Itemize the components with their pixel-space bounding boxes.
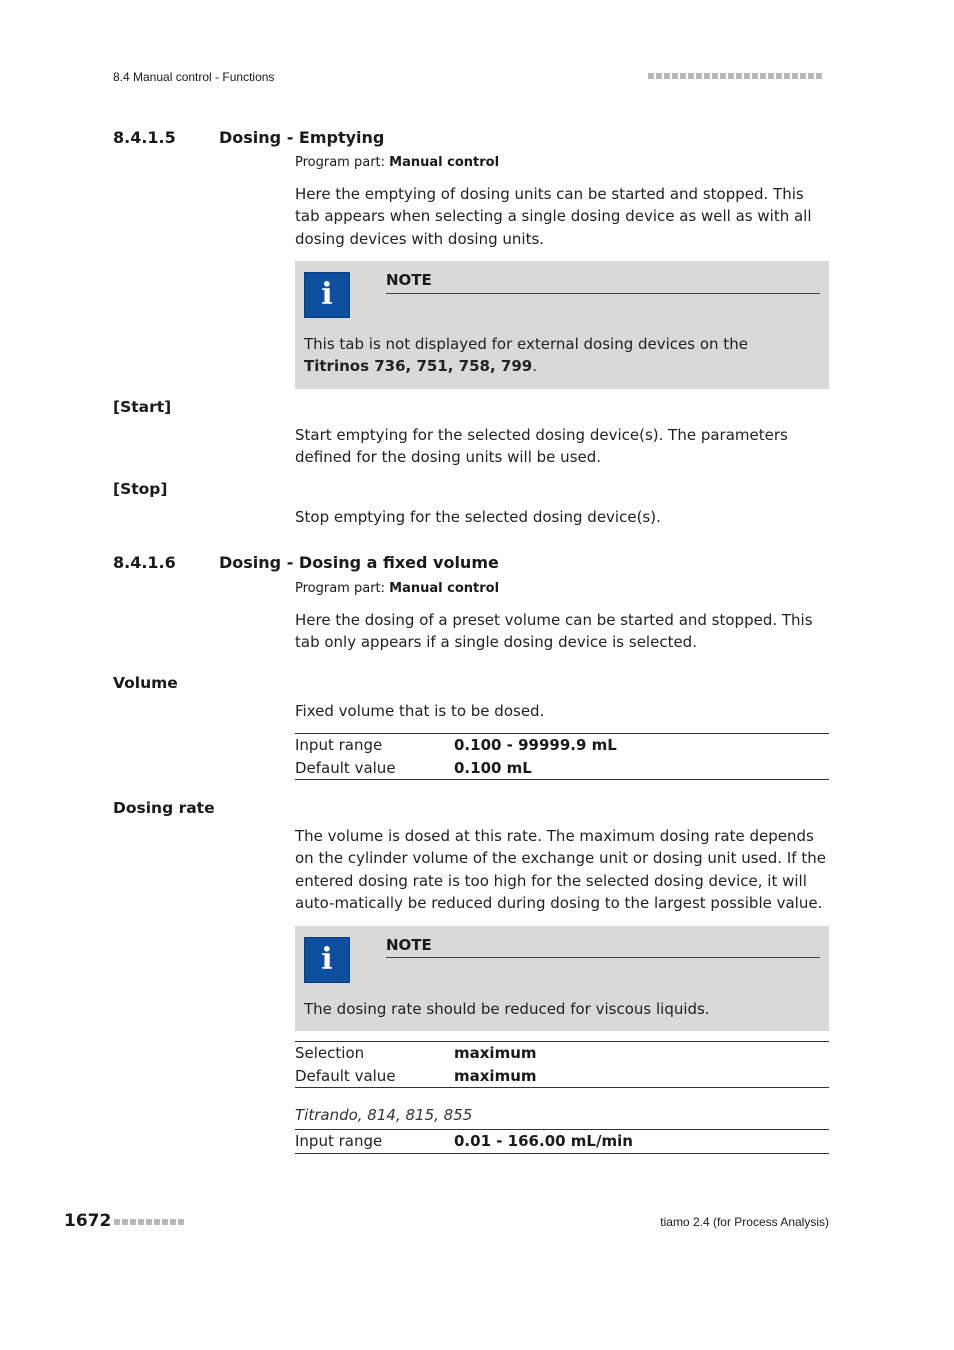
start-label: [Start]: [113, 398, 172, 416]
volume-parameter-table: [295, 733, 829, 780]
program-part-label: Program part:: [295, 155, 386, 170]
section-title: Dosing - Dosing a fixed volume: [219, 553, 499, 572]
table-row: [295, 1130, 829, 1153]
section-intro: Here the emptying of dosing units can be started and stopped. This tab appears when selecting a single dosing device as well as with all dosing devices with dosing units.: [295, 185, 812, 248]
section-intro: Here the dosing of a preset volume can be started and stopped. This tab only appears if a single dosing device is selected.: [295, 611, 813, 652]
dosing-rate-parameter-table: [295, 1041, 829, 1088]
info-icon: i: [304, 937, 350, 983]
table-row: [295, 734, 829, 757]
note-title: NOTE: [386, 936, 432, 954]
param-value: maximum: [454, 1044, 537, 1063]
page-number: 1672: [64, 1211, 112, 1231]
note-text: [304, 333, 814, 378]
stop-description: Stop emptying for the selected dosing device(s).: [295, 508, 661, 526]
param-value: 0.100 - 99999.9 mL: [454, 736, 617, 755]
device-parameter-table: [295, 1129, 829, 1154]
footer-decoration: [114, 1219, 184, 1225]
note-divider: [386, 957, 820, 958]
table-row: [295, 1042, 829, 1065]
product-name: tiamo 2.4 (for Process Analysis): [660, 1215, 829, 1229]
table-row: [295, 1065, 829, 1088]
program-part-value: Manual control: [389, 155, 500, 170]
param-key: Input range: [295, 1132, 383, 1151]
note-text-bold: Titrinos 736, 751, 758, 799: [304, 357, 533, 376]
section-title: Dosing - Emptying: [219, 128, 385, 147]
start-description: Start emptying for the selected dosing device(s). The parameters defined for the dosing units will be used.: [295, 426, 788, 467]
section-number: 8.4.1.5: [113, 128, 176, 147]
table-row: [295, 757, 829, 780]
info-icon: i: [304, 272, 350, 318]
note-divider: [386, 293, 820, 294]
note-box: [295, 261, 829, 389]
program-part: [295, 155, 499, 170]
stop-label: [Stop]: [113, 480, 168, 498]
param-key: Selection: [295, 1044, 365, 1063]
param-key: Default value: [295, 1066, 396, 1085]
note-title: NOTE: [386, 271, 432, 289]
param-key: Input range: [295, 736, 383, 755]
program-part: [295, 581, 499, 596]
program-part-label: Program part:: [295, 581, 386, 596]
dosing-rate-description: The volume is dosed at this rate. The maximum dosing rate depends on the cylinder volume of the exchange unit or dosing unit used. If the entered dosing rate is too high for the selected dosing device, it will auto-matically be reduced during dosing to the largest possible value.: [295, 827, 826, 912]
param-value: maximum: [454, 1066, 537, 1085]
dosing-rate-label: Dosing rate: [113, 799, 215, 817]
param-key: Default value: [295, 758, 396, 777]
note-box: [295, 926, 829, 1031]
param-value: 0.100 mL: [454, 758, 532, 777]
note-text-suffix: .: [532, 357, 538, 376]
param-value: 0.01 - 166.00 mL/min: [454, 1132, 633, 1151]
program-part-value: Manual control: [389, 581, 500, 596]
running-header: 8.4 Manual control - Functions: [113, 70, 275, 84]
volume-description: Fixed volume that is to be dosed.: [295, 702, 545, 720]
device-group-label: Titrando, 814, 815, 855: [295, 1106, 473, 1124]
header-decoration: [648, 73, 822, 79]
note-text-prefix: This tab is not displayed for external dosing devices on the: [304, 335, 748, 353]
note-text: The dosing rate should be reduced for viscous liquids.: [304, 1000, 710, 1018]
volume-label: Volume: [113, 674, 178, 692]
section-number: 8.4.1.6: [113, 553, 176, 572]
